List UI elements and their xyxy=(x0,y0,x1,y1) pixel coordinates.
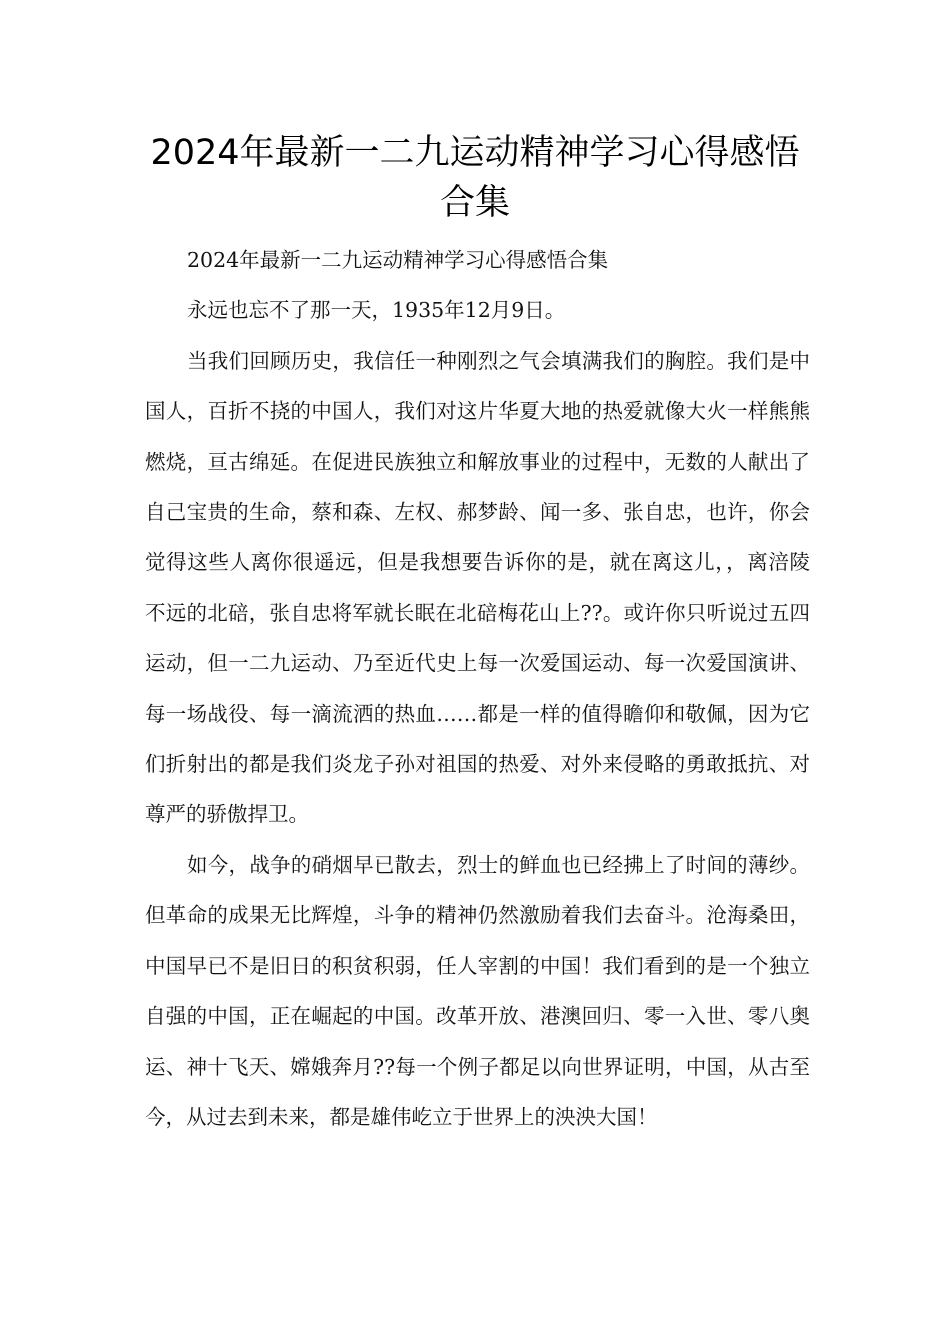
document-title: 2024年最新一二九运动精神学习心得感悟合集 xyxy=(150,133,800,223)
paragraph-today: 如今，战争的硝烟早已散去，烈士的鲜血也已经拂上了时间的薄纱。但革命的成果无比辉煌，斗争的精神仍然激励着我们去奋斗。沧海桑田，中国早已不是旧日的积贫积弱，任人宰割的中国！我们看到的是一个独立自强的中国，正在崛起的中国。改革开放、港澳回归、零一入世、零八奥运、神十飞天、嫦娥奔月??每一个例子都足以向世界证明，中国，从古至今，从过去到未来，都是雄伟屹立于世界上的泱泱大国！ xyxy=(145,852,810,1129)
paragraph-history: 当我们回顾历史，我信任一种刚烈之气会填满我们的胸腔。我们是中国人，百折不挠的中国人，我们对这片华夏大地的热爱就像大火一样熊熊燃烧，亘古绵延。在促进民族独立和解放事业的过程中，无数的人献出了自己宝贵的生命，蔡和森、左权、郝梦龄、闻一多、张自忠，也许，你会觉得这些人离你很遥远，但是我想要告诉你的是，就在离这儿，，离涪陵不远的北碚，张自忠将军就长眠在北碚梅花山上??。或许你只听说过五四运动，但一二九运动、乃至近代史上每一次爱国运动、每一次爱国演讲、每一场战役、每一滴流洒的热血……都是一样的值得瞻仰和敬佩，因为它们折射出的都是我们炎龙子孙对祖国的热爱、对外来侵略的勇敢抵抗、对尊严的骄傲捍卫。 xyxy=(145,348,810,827)
paragraph-date: 永远也忘不了那一天，1935年12月9日。 xyxy=(187,298,566,323)
paragraph-subtitle: 2024年最新一二九运动精神学习心得感悟合集 xyxy=(187,248,609,272)
document-body xyxy=(145,235,810,1142)
